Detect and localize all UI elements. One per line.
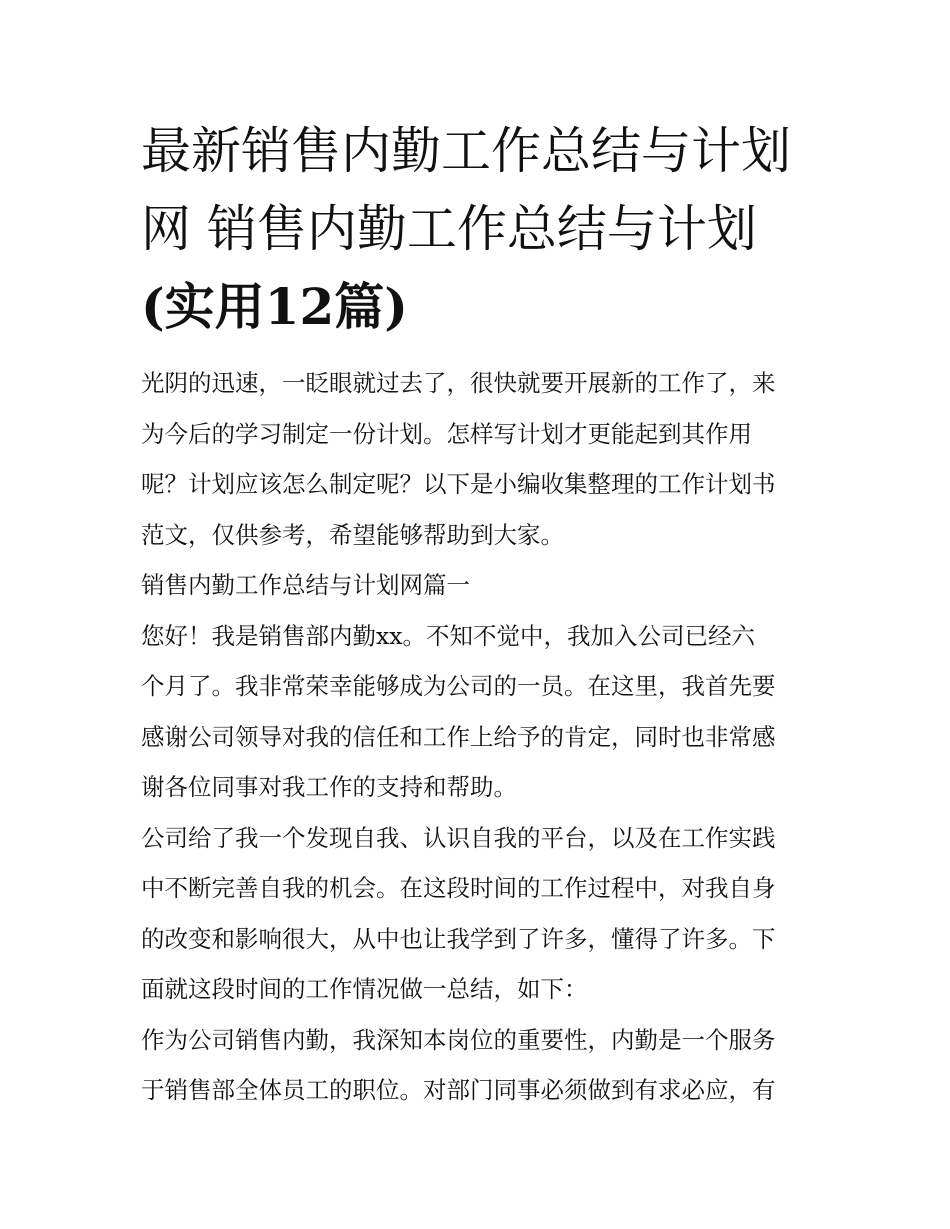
- body-paragraph: [141, 1015, 821, 1116]
- text-line: 面就这段时间的工作情况做一总结，如下：: [141, 975, 588, 1003]
- text-line: 呢？计划应该怎么制定呢？以下是小编收集整理的工作计划书: [141, 470, 776, 498]
- text-line: 的改变和影响很大，从中也让我学到了许多，懂得了许多。下: [141, 924, 776, 953]
- text-line: 感谢公司领导对我的信任和工作上给予的肯定，同时也非常感: [141, 722, 776, 751]
- text-line: 于销售部全体员工的职位。对部门同事必须做到有求必应，有: [141, 1076, 776, 1104]
- document-page: [141, 112, 821, 1116]
- text-line: 个月了。我非常荣幸能够成为公司的一员。在这里，我首先要: [141, 672, 776, 700]
- text-line: 范文，仅供参考，希望能够帮助到大家。: [141, 520, 564, 549]
- text-line: 公司给了我一个发现自我、认识自我的平台，以及在工作实践: [141, 823, 776, 852]
- text-line: 为今后的学习制定一份计划。怎样写计划才更能起到其作用: [141, 419, 752, 448]
- text-line: 作为公司销售内勤，我深知本岗位的重要性，内勤是一个服务: [141, 1025, 776, 1054]
- title-line: 最新销售内勤工作总结与计划: [141, 122, 791, 180]
- body-paragraph: [141, 611, 821, 813]
- document-body: [141, 358, 821, 1116]
- text-line: 光阴的迅速，一眨眼就过去了，很快就要开展新的工作了，来: [141, 369, 776, 397]
- body-paragraph: [141, 813, 821, 1015]
- text-line: 您好！我是销售部内勤xx。不知不觉中，我加入公司已经六: [141, 621, 756, 650]
- text-line: 中不断完善自我的机会。在这段时间的工作过程中，对我自身: [141, 874, 776, 902]
- title-line: (实用12篇): [141, 277, 408, 336]
- intro-paragraph: [141, 358, 821, 560]
- title-line: 网 销售内勤工作总结与计划: [141, 200, 757, 258]
- text-line: 谢各位同事对我工作的支持和帮助。: [141, 773, 517, 801]
- text-line: 销售内勤工作总结与计划网篇一: [141, 571, 470, 599]
- document-title: [141, 112, 821, 346]
- section-heading: [141, 560, 821, 611]
